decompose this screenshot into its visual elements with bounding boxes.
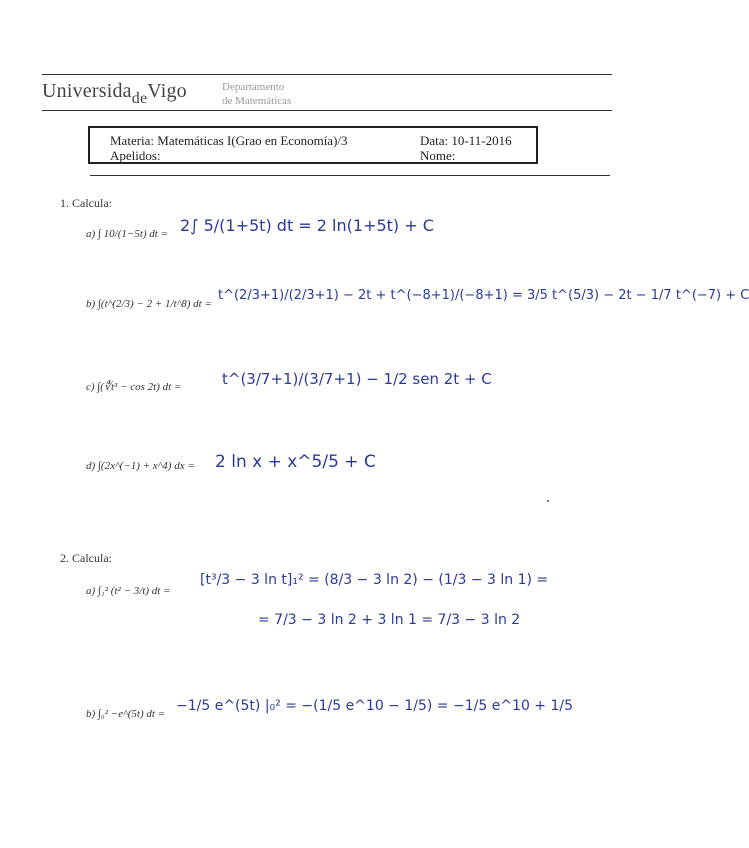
ex1a-answer: 2∫ 5/(1+5t) dt = 2 ln(1+5t) + C xyxy=(180,216,434,235)
ex1c-printed: c) ∫(∜t³ − cos 2t) dt = xyxy=(86,381,182,393)
ex1a-printed: a) ∫ 10/(1−5t) dt = xyxy=(86,228,169,240)
university-logo xyxy=(42,80,187,107)
header-bottom-rule xyxy=(42,110,612,111)
ex2a-answer-line1: [t³/3 − 3 ln t]₁² = (8/3 − 3 ln 2) − (1/3 − 3 ln 1) = xyxy=(200,572,549,588)
name-label: Nome: xyxy=(420,148,456,163)
date-label: Data: 10-11-2016 xyxy=(420,133,512,148)
ex1b-printed: b) ∫(t^(2/3) − 2 + 1/t^8) dt = xyxy=(86,298,212,310)
department-name xyxy=(222,80,291,108)
exercise2-title: 2. Calcula: xyxy=(60,551,112,565)
info-box-underline xyxy=(90,175,610,176)
ex2b-printed: b) ∫₀² −e^(5t) dt = xyxy=(86,708,166,720)
ex1d-answer: 2 ln x + x^5/5 + C xyxy=(215,452,376,472)
logo-part1: Universida xyxy=(42,80,132,102)
ex2a-printed: a) ∫₁² (t² − 3/t) dt = xyxy=(86,585,171,597)
subject-label: Materia: Matemáticas I(Grao en Economía)/3 xyxy=(110,133,348,148)
exercise1-title: 1. Calcula: xyxy=(60,196,112,210)
ex2b-answer: −1/5 e^(5t) |₀² = −(1/5 e^10 − 1/5) = −1/5 e^10 + 1/5 xyxy=(176,698,574,714)
dept-line2: de Matemáticas xyxy=(222,95,292,107)
logo-de: de xyxy=(131,90,148,107)
dept-line1: Departamento xyxy=(222,81,285,93)
header-top-rule xyxy=(42,74,612,75)
ex2a-answer-line2: = 7/3 − 3 ln 2 + 3 ln 1 = 7/3 − 3 ln 2 xyxy=(258,612,521,628)
logo-part2: Vigo xyxy=(147,80,187,102)
ex1c-answer: t^(3/7+1)/(3/7+1) − 1/2 sen 2t + C xyxy=(222,370,492,388)
ex1b-answer: t^(2/3+1)/(2/3+1) − 2t + t^(−8+1)/(−8+1) = 3/5 t^(5/3) − 2t − 1/7 t^(−7) + C xyxy=(218,288,749,303)
surname-label: Apelidos: xyxy=(110,148,161,163)
scan-speck xyxy=(547,500,549,502)
exam-info-box xyxy=(88,126,538,164)
ex1d-printed: d) ∫(2x^(−1) + x^4) dx = xyxy=(86,460,195,472)
